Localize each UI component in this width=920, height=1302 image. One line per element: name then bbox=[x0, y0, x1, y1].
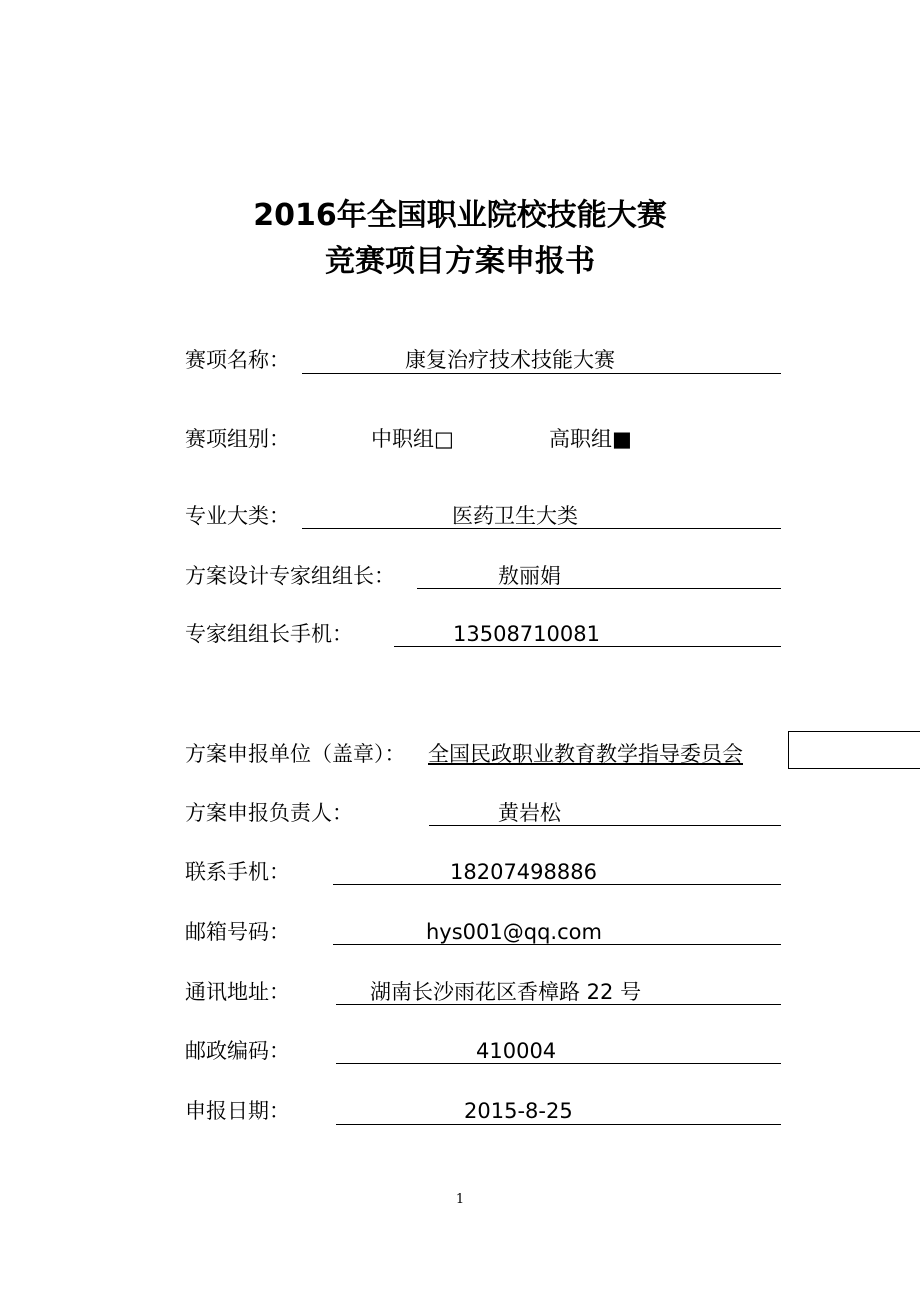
contact-phone-label: 联系手机： bbox=[185, 860, 290, 884]
apply-date-underline bbox=[336, 1124, 781, 1125]
postal-code-label: 邮政编码： bbox=[185, 1039, 290, 1063]
leader-phone-value: 13508710081 bbox=[453, 622, 600, 646]
event-name-label: 赛项名称： bbox=[185, 348, 290, 372]
person-in-charge-underline bbox=[429, 825, 781, 826]
document-title-line2: 竞赛项目方案申报书 bbox=[325, 244, 595, 279]
apply-date-value: 2015-8-25 bbox=[464, 1099, 573, 1123]
address-value: 湖南长沙雨花区香樟路 22 号 bbox=[370, 980, 642, 1004]
applicant-unit-value: 全国民政职业教育教学指导委员会 bbox=[428, 742, 743, 766]
email-underline bbox=[333, 944, 781, 945]
seal-box bbox=[788, 731, 920, 769]
major-category-underline bbox=[302, 528, 781, 529]
applicant-unit-label: 方案申报单位（盖章）： bbox=[185, 742, 406, 766]
event-group-label: 赛项组别： bbox=[185, 427, 290, 451]
expert-leader-label: 方案设计专家组组长： bbox=[185, 564, 395, 588]
secondary-vocational-option: 中职组□ bbox=[371, 427, 454, 451]
major-category-value: 医药卫生大类 bbox=[452, 504, 578, 528]
major-category-label: 专业大类： bbox=[185, 504, 290, 528]
person-in-charge-value: 黄岩松 bbox=[498, 801, 561, 825]
expert-leader-underline bbox=[417, 588, 781, 589]
document-title-line1: 2016年全国职业院校技能大赛 bbox=[253, 198, 667, 233]
event-name-value: 康复治疗技术技能大赛 bbox=[405, 348, 615, 372]
email-label: 邮箱号码： bbox=[185, 920, 290, 944]
higher-vocational-option: 高职组■ bbox=[549, 427, 632, 451]
email-value: hys001@qq.com bbox=[426, 920, 602, 944]
event-name-underline bbox=[302, 373, 781, 374]
postal-code-value: 410004 bbox=[476, 1039, 557, 1063]
address-label: 通讯地址： bbox=[185, 980, 290, 1004]
person-in-charge-label: 方案申报负责人： bbox=[185, 801, 353, 825]
postal-code-underline bbox=[336, 1063, 781, 1064]
leader-phone-label: 专家组组长手机： bbox=[185, 622, 353, 646]
page-number: 1 bbox=[455, 1192, 465, 1207]
contact-phone-value: 18207498886 bbox=[450, 860, 597, 884]
leader-phone-underline bbox=[394, 646, 781, 647]
expert-leader-value: 敖丽娟 bbox=[498, 564, 561, 588]
contact-phone-underline bbox=[333, 884, 781, 885]
address-underline bbox=[336, 1004, 781, 1005]
apply-date-label: 申报日期： bbox=[185, 1099, 290, 1123]
